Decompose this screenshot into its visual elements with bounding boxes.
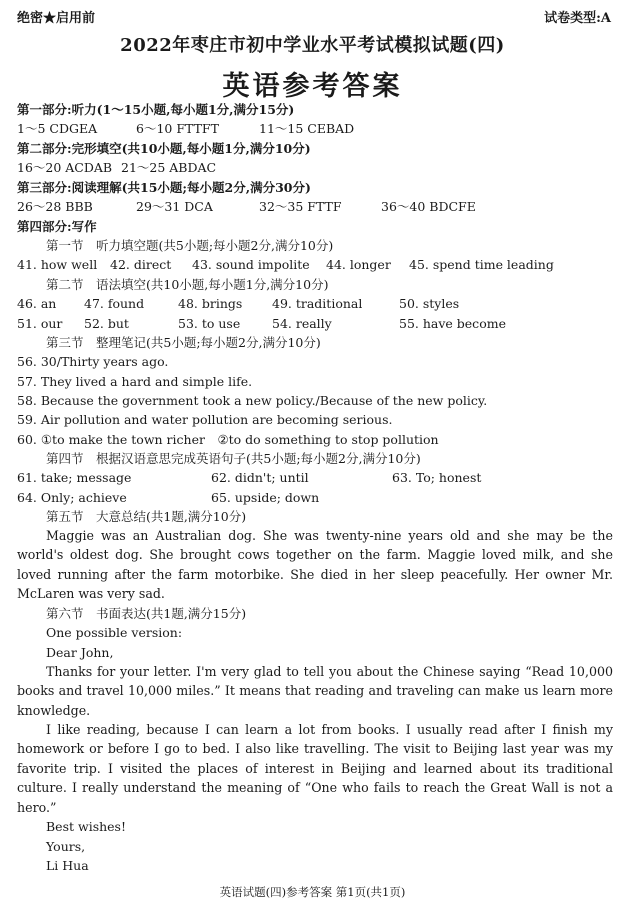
part3-heading: 第三部分:阅读理解(共15小题;每小题2分,满分30分) (17, 180, 311, 195)
answer-group: 11～15 CEBAD (259, 121, 355, 136)
section6-title: 第六节 书面表达(共1题,满分15分) (46, 606, 247, 621)
note-line: 57. They lived a hard and simple life. (17, 374, 253, 389)
answer-item: 47. found (84, 296, 145, 311)
section2-title: 第二节 语法填空(共10小题,每小题1分,满分10分) (46, 277, 329, 292)
section5-title: 第五节 大意总结(共1题,满分10分) (46, 509, 247, 524)
section4-title: 第四节 根据汉语意思完成英语句子(共5小题;每小题2分,满分10分) (46, 451, 421, 466)
answer-item: 48. brings (178, 296, 243, 311)
answer-item: 52. but (84, 316, 129, 331)
answer-group: 16～20 ACDAB (17, 160, 113, 175)
answer-group: 1～5 CDGEA (17, 121, 98, 136)
answer-item: 41. how well (17, 257, 98, 272)
answer-item: 61. take; message (17, 470, 132, 485)
answer-item: 42. direct (110, 257, 172, 272)
possible-version-label: One possible version: (46, 625, 183, 640)
note-line: 56. 30/Thirty years ago. (17, 354, 169, 369)
answer-group: 36～40 BDCFE (381, 199, 476, 214)
answer-group: 29～31 DCA (136, 199, 213, 214)
part2-heading: 第二部分:完形填空(共10小题,每小题1分,满分10分) (17, 141, 311, 156)
section3-title: 第三节 整理笔记(共5小题;每小题2分,满分10分) (46, 335, 321, 350)
answer-item: 62. didn't; until (211, 470, 309, 485)
letter-wishes: Best wishes! (46, 819, 126, 834)
letter-signature: Li Hua (46, 858, 89, 873)
answer-item: 54. really (272, 316, 332, 331)
letter-paragraph: I like reading, because I can learn a lot from books. I usually read after I finish my homework or before I go to bed. I also like travelling. The visit to Beijing last year was my favorite trip. I visited the places of interest in Beijing and learned about its traditional culture. I really understand the meaning of “One who fails to reach the Great Wall is not a hero.” (17, 722, 613, 815)
section1-title: 第一节 听力填空题(共5小题;每小题2分,满分10分) (46, 238, 334, 253)
answer-group: 32～35 FTTF (259, 199, 342, 214)
letter-greeting: Dear John, (46, 645, 114, 660)
answer-item: 43. sound impolite (192, 257, 310, 272)
page-footer: 英语试题(四)参考答案 第1页(共1页) (219, 885, 406, 899)
note-line: 59. Air pollution and water pollution are becoming serious. (17, 412, 393, 427)
answer-item: 64. Only; achieve (17, 490, 127, 505)
answer-item: 44. longer (326, 257, 391, 272)
answer-item: 53. to use (178, 316, 241, 331)
answer-item: 55. have become (399, 316, 506, 331)
letter-closing: Yours, (46, 839, 86, 854)
paper-type-label: 试卷类型:A (544, 11, 611, 26)
confidential-label: 绝密★启用前 (17, 11, 96, 26)
answer-item: 49. traditional (272, 296, 363, 311)
answer-group: 26～28 BBB (17, 199, 93, 214)
answer-item: 51. our (17, 316, 63, 331)
answer-item: 50. styles (399, 296, 460, 311)
answer-item: 46. an (17, 296, 57, 311)
answer-group: 21～25 ABDAC (121, 160, 217, 175)
answer-item: 63. To; honest (392, 470, 482, 485)
answer-group: 6～10 FTTFT (136, 121, 219, 136)
document-title: 2022年枣庄市初中学业水平考试模拟试题(四) (120, 35, 505, 56)
summary-paragraph: Maggie was an Australian dog. She was twenty-nine years old and she may be the world's oldest dog. She brought cows together on the farm. Maggie loved milk, and she loved running after the farm motorbike. She died in her sleep peacefully. Her owner Mr. McLaren was very sad. (17, 528, 613, 602)
note-line: 60. ①to make the town richer ②to do something to stop pollution (17, 432, 439, 447)
part1-heading: 第一部分:听力(1～15小题,每小题1分,满分15分) (17, 102, 295, 117)
answer-item: 65. upside; down (211, 490, 320, 505)
letter-paragraph: Thanks for your letter. I'm very glad to tell you about the Chinese saying “Read 10,000 books and travel 10,000 miles.” It means that reading and traveling can make us learn more knowledge. (17, 664, 613, 718)
note-line: 58. Because the government took a new policy./Because of the new policy. (17, 393, 488, 408)
part4-heading: 第四部分:写作 (17, 219, 97, 234)
answer-item: 45. spend time leading (409, 257, 554, 272)
document-subtitle: 英语参考答案 (222, 71, 403, 102)
